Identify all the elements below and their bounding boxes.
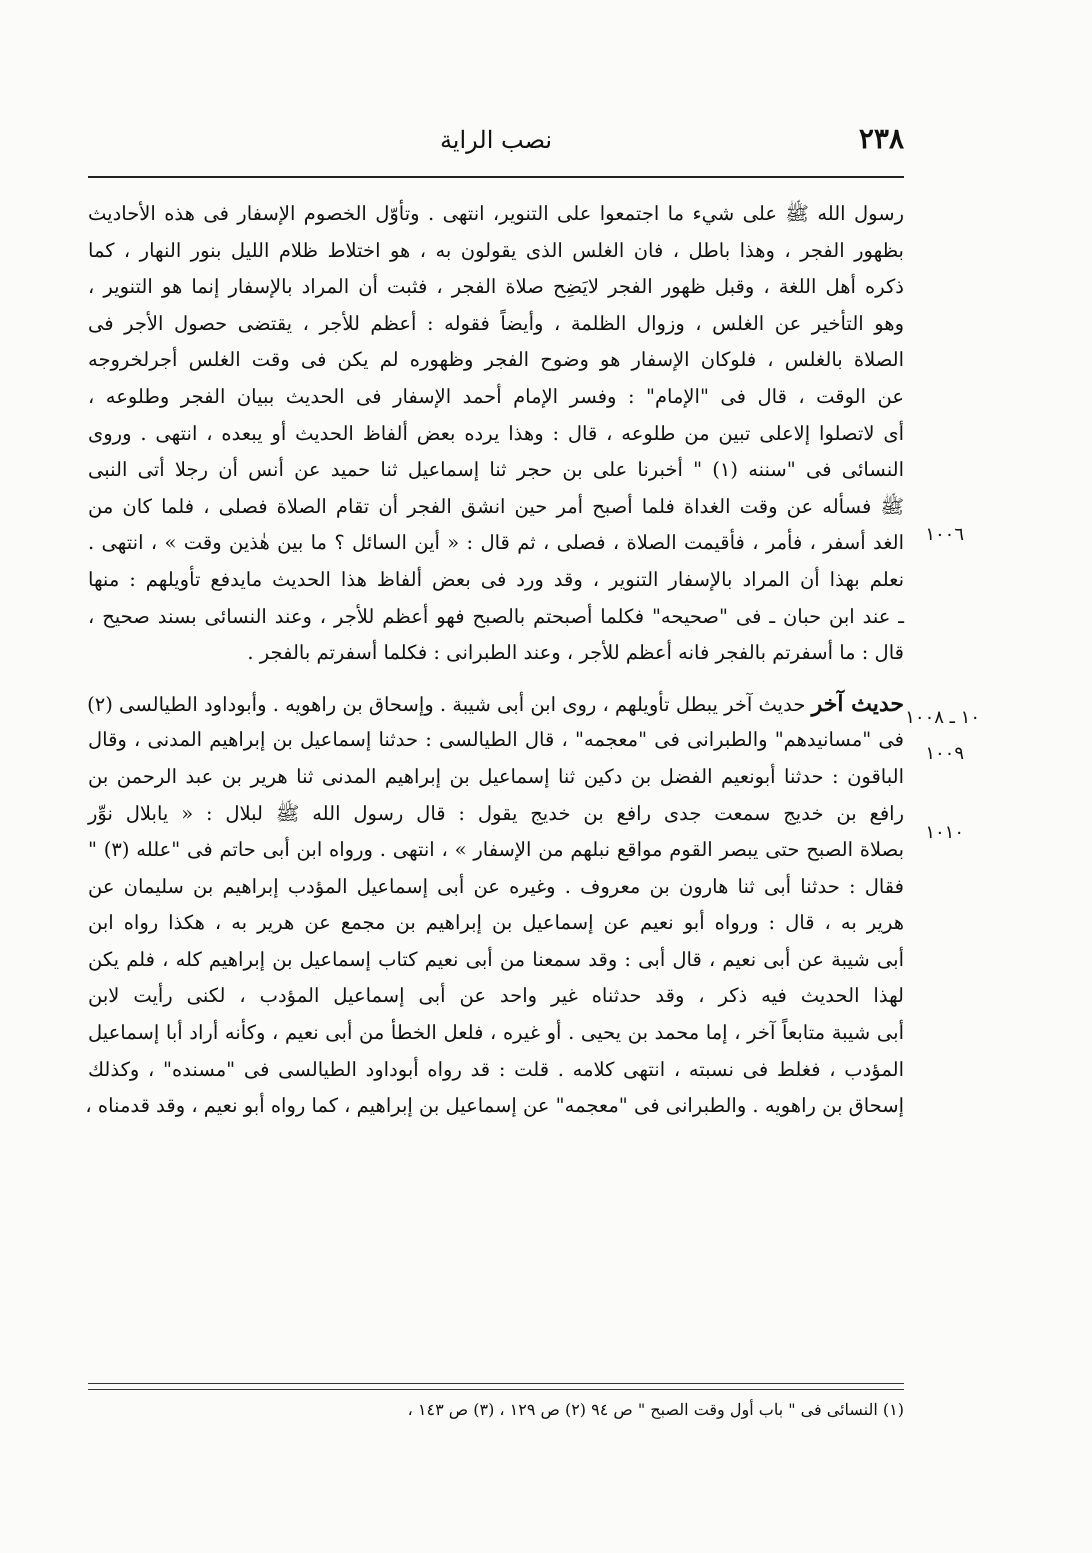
text-line: النسائى فى "سننه (١) " أخبرنا على بن حجر ثنا إسماعيل ثنا حميد عن أنس أن رجلا أتى النبى (88, 458, 904, 482)
hadith-lead-rest: حديث آخر يبطل تأويلهم ، روى ابن أبى شيبة . وإسحاق بن راهويه . وأبوداود الطيالسى (٢) (87, 692, 806, 716)
text-line: إسحاق بن راهويه . والطبرانى فى "معجمه" عن إسماعيل بن إبراهيم ، كما رواه أبو نعيم ، وقد قدمناه ، (85, 1094, 904, 1118)
footnotes: (١) النسائى فى " باب أول وقت الصبح " ص ٩٤ (٢) ص ١٢٩ ، (٣) ص ١٤٣ ، (407, 1400, 904, 1419)
text-line: أبى شيبة متابعاً آخر ، إما محمد بن يحيى . أو غيره ، فلعل الخطأ من أبى نعيم ، وكأنه أراد أبا إسماعيل (88, 1021, 904, 1045)
page-header (88, 118, 904, 158)
running-title: نصب الراية (439, 126, 553, 154)
text-line: فى "مسانيدهم" والطبرانى فى "معجمه" ، قال الطيالسى : حدثنا إسماعيل بن إبراهيم المدنى ، وقال (88, 728, 904, 752)
text-line: وهو التأخير عن الغلس ، وزوال الظلمة ، وأيضاً فقوله : أعظم للأجر ، يقتضى حصول الأجر فى (88, 311, 904, 335)
hadith-number: ١٠٠٩ (925, 743, 964, 764)
text-line: بظهور الفجر ، وهذا باطل ، فان الغلس الذى يقولون به ، هو اختلاط ظلام الليل بنور النهار ، كما (88, 238, 904, 262)
hadith-number: ١٠١٠ (925, 822, 964, 843)
text-line: ﷺ فسأله عن وقت الغداة فلما أصبح أمر حين انشق الفجر أن تقام الصلاة فصلى ، فلما كان من (88, 494, 904, 518)
text-line: المؤدب ، فغلط فى نسبته ، انتهى كلامه . قلت : قد رواه أبوداود الطيالسى فى "مسنده" ، وكذلك (88, 1057, 904, 1081)
text-line: ذكره أهل اللغة ، وقبل ظهور الفجر لايَضِح صلاة الفجر ، فثبت أن المراد بالإسفار إنما هو التنوير ، (88, 275, 904, 299)
text-line: الباقون : حدثنا أبونعيم الفضل بن دكين ثنا إسماعيل بن إبراهيم المدنى ثنا هرير بن عبد الرحمن بن (88, 764, 904, 788)
text-line: فقال : حدثنا أبى ثنا هارون بن معروف . وغيره عن أبى إسماعيل المؤدب إبراهيم بن سليمان عن (88, 874, 904, 898)
text-line: ـ عند ابن حبان ـ فى "صحيحه" فكلما أصبحتم بالصبح فهو أعظم للأجر ، وعند النسائى بسند صحيح ، (88, 604, 904, 628)
hadith-number: ١٠ ـ ١٠٠٨ (905, 707, 980, 728)
text-line: أى لاتصلوا إلاعلى تبين من طلوعه ، قال : وهذا يرده بعض ألفاظ الحديث أو يبعده ، انتهى . وروى (88, 421, 904, 445)
footnote-rule (88, 1383, 904, 1384)
text-line: عن الوقت ، قال فى "الإمام" : وفسر الإمام أحمد الإسفار فى الحديث ببيان الفجر وطلوعه ، (88, 384, 904, 408)
page-number: ٢٣٨ (858, 122, 904, 155)
text-line: نعلم بهذا أن المراد بالإسفار التنوير ، وقد ورد فى بعض ألفاظ هذا الحديث مايدفع تأويلهم : منها (88, 567, 904, 591)
text-line: بصلاة الصبح حتى يبصر القوم مواقع نبلهم من الإسفار » ، انتهى . ورواه ابن أبى حاتم فى "علله (٣) " (88, 838, 905, 862)
footnote-rule (88, 1389, 904, 1390)
text-line: قال : ما أسفرتم بالفجر فانه أعظم للأجر ، وعند الطبرانى : فكلما أسفرتم بالفجر . (247, 641, 904, 665)
text-line: لهذا الحديث فيه ذكر ، وقد حدثناه غير واحد عن أبى إسماعيل المؤدب ، لكنى رأيت لابن (88, 984, 904, 1008)
text-line: رسول الله ﷺ على شيء ما اجتمعوا على التنوير، انتهى . وتأوّل الخصوم الإسفار فى هذه الأحاديث (88, 202, 904, 225)
main-text (85, 196, 905, 1125)
header-rule (88, 176, 904, 178)
text-line: الغد أسفر ، فأمر ، فأقيمت الصلاة ، فصلى ، ثم قال : « أين السائل ؟ ما بين هٰذين وقت » ، انتهى . (88, 531, 904, 555)
hadith-lead: حديث آخر (811, 690, 904, 717)
text-line: هرير به ، قال : ورواه أبو نعيم عن إسماعيل بن إبراهيم بن مجمع عن هرير به ، هكذا رواه ابن (88, 911, 904, 935)
text-line: أبى شيبة عن أبى نعيم ، قال أبى : وقد سمعنا من أبى نعيم كتاب إسماعيل بن إبراهيم كله ، فلم يكن (88, 947, 905, 971)
text-line: رافع بن خديج سمعت جدى رافع بن خديج يقول : قال رسول الله ﷺ لبلال : « يابلال نوِّر (88, 801, 904, 825)
hadith-number: ١٠٠٦ (925, 524, 964, 545)
text-line-hadith-lead (88, 686, 904, 723)
text-line: الصلاة بالغلس ، فلوكان الإسفار هو وضوح الفجر وظهوره لم يكن فى وقت الغلس أجرلخروجه (88, 348, 904, 372)
